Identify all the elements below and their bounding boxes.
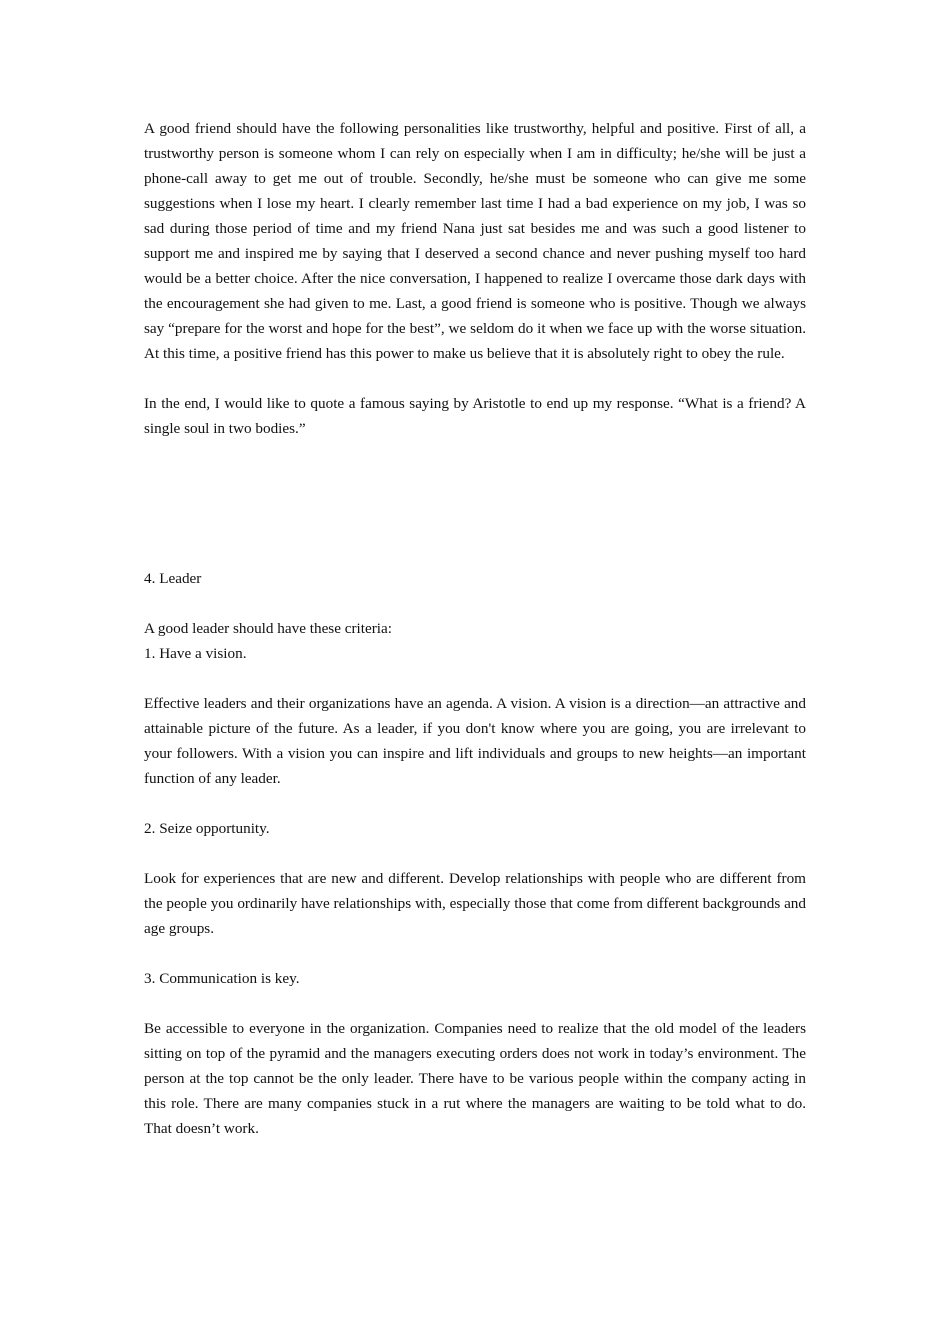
spacer — [144, 366, 806, 391]
friend-paragraph-2: In the end, I would like to quote a famous saying by Aristotle to end up my response. “What is a friend? A single soul in two bodies.” — [144, 395, 806, 437]
criterion-1-title: 1. Have a vision. — [144, 645, 247, 662]
friend-paragraph-1: A good friend should have the following personalities like trustworthy, helpful and positive. First of all, a trustworthy person is someone whom I can rely on especially when I am in difficulty; he/she will be just a phone-call away to get me out of trouble. Secondly, he/she must be someone who can give me some suggestions when I lose my heart. I clearly remember last time I had a bad experience on my job, I was so sad during those period of time and my friend Nana just sat besides me and was such a good listener to support me and inspired me by saying that I deserved a second chance and never pushing myself too hard would be a better choice. After the nice conversation, I happened to realize I overcame those dark days with the encouragement she had given to me. Last, a good friend is someone who is positive. Though we always say “prepare for the worst and hope for the best”, we seldom do it when we face up with the worse situation. At this time, a positive friend has this power to make us believe that it is absolutely right to obey the rule. — [144, 120, 806, 362]
criterion-2-title: 2. Seize opportunity. — [144, 820, 270, 837]
criterion-2-body: Look for experiences that are new and different. Develop relationships with people who are different from the people you ordinarily have relationships with, especially those that come from different backgrounds and age groups. — [144, 870, 806, 937]
leader-intro: A good leader should have these criteria: — [144, 620, 392, 637]
leader-heading: 4. Leader — [144, 570, 202, 587]
section-spacer — [144, 441, 806, 566]
criterion-3-title: 3. Communication is key. — [144, 970, 300, 987]
spacer — [144, 666, 806, 691]
spacer — [144, 841, 806, 866]
spacer — [144, 991, 806, 1016]
spacer — [144, 591, 806, 616]
criterion-1-body: Effective leaders and their organizations have an agenda. A vision. A vision is a direction—an attractive and attainable picture of the future. As a leader, if you don't know where you are going, you are irrelevant to your followers. With a vision you can inspire and lift individuals and groups to new heights—an important function of any leader. — [144, 695, 806, 787]
document-page — [144, 116, 806, 1141]
criterion-3-body: Be accessible to everyone in the organization. Companies need to realize that the old model of the leaders sitting on top of the pyramid and the managers executing orders does not work in today’s environment. The person at the top cannot be the only leader. There have to be various people within the company acting in this role. There are many companies stuck in a rut where the managers are waiting to be told what to do. That doesn’t work. — [144, 1020, 806, 1137]
spacer — [144, 791, 806, 816]
spacer — [144, 941, 806, 966]
